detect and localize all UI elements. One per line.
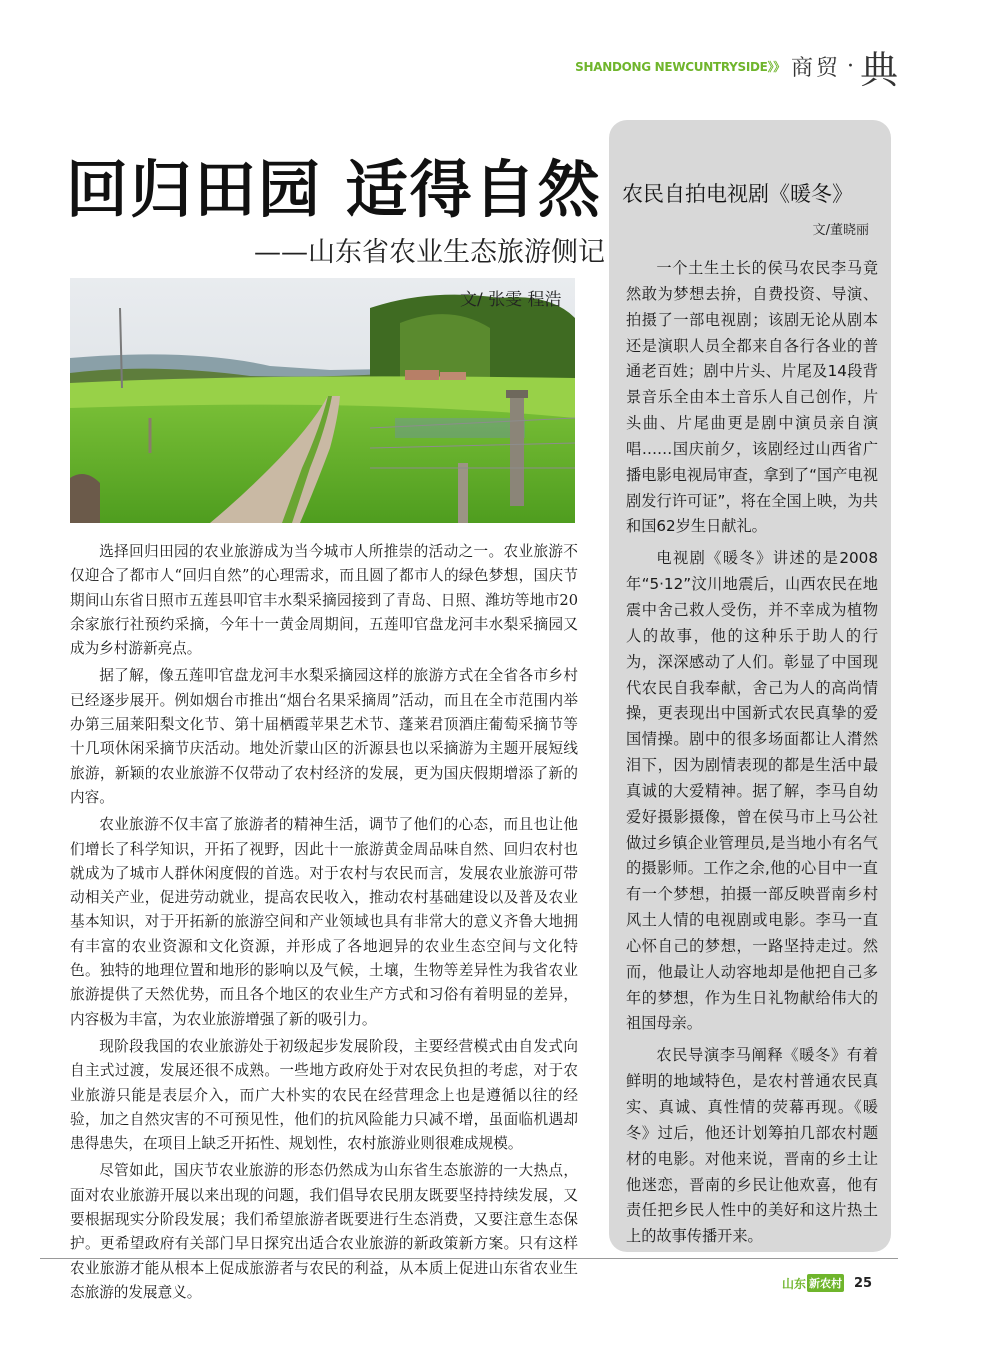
magazine-name-english: SHANDONG NEWCUNTRYSIDE》》 [575,59,785,74]
page-header [575,46,898,92]
page-number: 25 [854,1275,873,1291]
magazine-logo-right: 新农村 [807,1274,844,1292]
article-paragraph: 据了解，像五莲叩官盘龙河丰水梨采摘园这样的旅游方式在全省各市乡村已经逐步展开。例如烟台市推出“烟台名果采摘周”活动，而且在全市范围内举办第三届莱阳梨文化节、第十届栖霞苹果艺术节、蓬莱君顶酒庄葡萄采摘节等十几项休闲采摘节庆活动。地处沂蒙山区的沂源县也以采摘游为主题开展短线旅游，新颖的农业旅游不仅带动了农村经济的发展，更为国庆假期增添了新的内容。 [70,667,578,806]
section-character: 典 [859,47,898,92]
article-paragraph: 现阶段我国的农业旅游处于初级起步发展阶段，主要经营模式由自发式向自主式过渡，发展还很不成熟。一些地方政府处于对农民负担的考虑，对于农业旅游只能是表层介入，而广大朴实的农民在经营理念上也是遵循以往的经验，加之自然灾害的不可预见性，他们的抗风险能力只减不增，虽面临机遇却患得患失，在项目上缺乏开拓性、规划性，农村旅游业则很难成规模。 [70,1037,578,1153]
sidebar-author: 文/董晓丽 [812,223,869,238]
article-byline: 文/ 张雯 程浩 [460,290,562,310]
page-footer [782,1274,872,1292]
article-title: 回归田园 适得自然 [66,153,602,226]
sidebar-paragraph: 电视剧《暖冬》讲述的是2008年“5·12”汶川地震后，山西农民在地震中舍己救人受伤，并不幸成为植物人的故事，他的这种乐于助人的行为，深深感动了人们。彰显了中国现代农民自我奉献，舍己为人的高尚情操，更表现出中国新式农民真挚的爱国情操。剧中的很多场面都让人潸然泪下，因为剧情表现的都是生活中最真诚的大爱精神。据了解，李马自幼爱好摄影摄像，曾在侯马市上马公社做过乡镇企业管理员,是当地小有名气的摄影师。工作之余,他的心目中一直有一个梦想，拍摄一部反映晋南乡村风土人情的电视剧或电影。李马一直心怀自己的梦想，一路坚持走过。然而，他最让人动容地却是他把自己多年的梦想，作为生日礼物献给伟大的祖国母亲。 [626,549,878,1033]
magazine-logo-left: 山东 [782,1276,807,1291]
sidebar-paragraph: 一个土生土长的侯马农民李马竟然敢为梦想去拚，自费投资、导演、拍摄了一部电视剧；该剧无论从剧本还是演职人员全都来自各行各业的普通老百姓；剧中片头、片尾及14段背景音乐全由本土音乐人自己创作，片头曲、片尾曲更是剧中演员亲自演唱……国庆前夕，该剧经过山西省广播电影电视局审查，拿到了“国产电视剧发行许可证”，将在全国上映，为共和国62岁生日献礼。 [626,259,878,536]
sidebar-paragraph: 农民导演李马阐释《暖冬》有着鲜明的地域特色，是农村普通农民真实、真诚、真性情的荧幕再现。《暖冬》过后，他还计划筹拍几部农村题材的电影。对他来说，晋南的乡土让他迷恋，晋南的乡民让他欢喜，他有责任把乡民人性中的美好和这片热土上的故事传播开来。 [626,1046,878,1246]
countryside-photo [70,278,575,523]
article-subtitle: ——山东省农业生态旅游侧记 [254,237,605,268]
article-body [70,540,578,1308]
article-paragraph: 选择回归田园的农业旅游成为当今城市人所推崇的活动之一。农业旅游不仅迎合了都市人“回归自然”的心理需求，而且圆了都市人的绿色梦想，国庆节期间山东省日照市五莲县叩官丰水梨采摘园接到了青岛、日照、潍坊等地市20余家旅行社预约采摘，今年十一黄金周期间，五莲叩官盘龙河丰水梨采摘园又成为乡村游新亮点。 [70,543,578,658]
sidebar-title: 农民自拍电视剧《暖冬》 [622,182,853,206]
section-separator: · [846,53,854,79]
article-paragraph: 尽管如此，国庆节农业旅游的形态仍然成为山东省生态旅游的一大热点，面对农业旅游开展以来出现的问题，我们倡导农民朋友既要坚持持续发展，又要根据现实分阶段发展；我们希望旅游者既要进行生态消费，又要注意生态保护。更希望政府有关部门早日探究出适合农业旅游的新政策新方案。只有这样农业旅游才能从根本上促成旅游者与农民的利益，从本质上促进山东省农业生态旅游的发展意义。 [70,1162,578,1301]
sidebar-body [626,256,878,1256]
footer-divider [40,1258,898,1259]
section-name: 商贸 [790,55,841,81]
article-paragraph: 农业旅游不仅丰富了旅游者的精神生活，调节了他们的心态，而且也让他们增长了科学知识，开拓了视野，因此十一旅游黄金周品味自然、回归农村也就成为了城市人群休闲度假的首选。对于农村与农民而言，发展农业旅游可带动相关产业，促进劳动就业，提高农民收入，推动农村基础建设以及普及农业基本知识，对于开拓新的旅游空间和产业领域也具有非常大的意义齐鲁大地拥有丰富的农业资源和文化资源，并形成了各地迥异的农业生态空间与文化特色。独特的地理位置和地形的影响以及气候，土壤，生物等差异性为我省农业旅游提供了天然优势，而且各个地区的农业生产方式和习俗有着明显的差异，内容极为丰富，为农业旅游增强了新的吸引力。 [70,816,578,1028]
